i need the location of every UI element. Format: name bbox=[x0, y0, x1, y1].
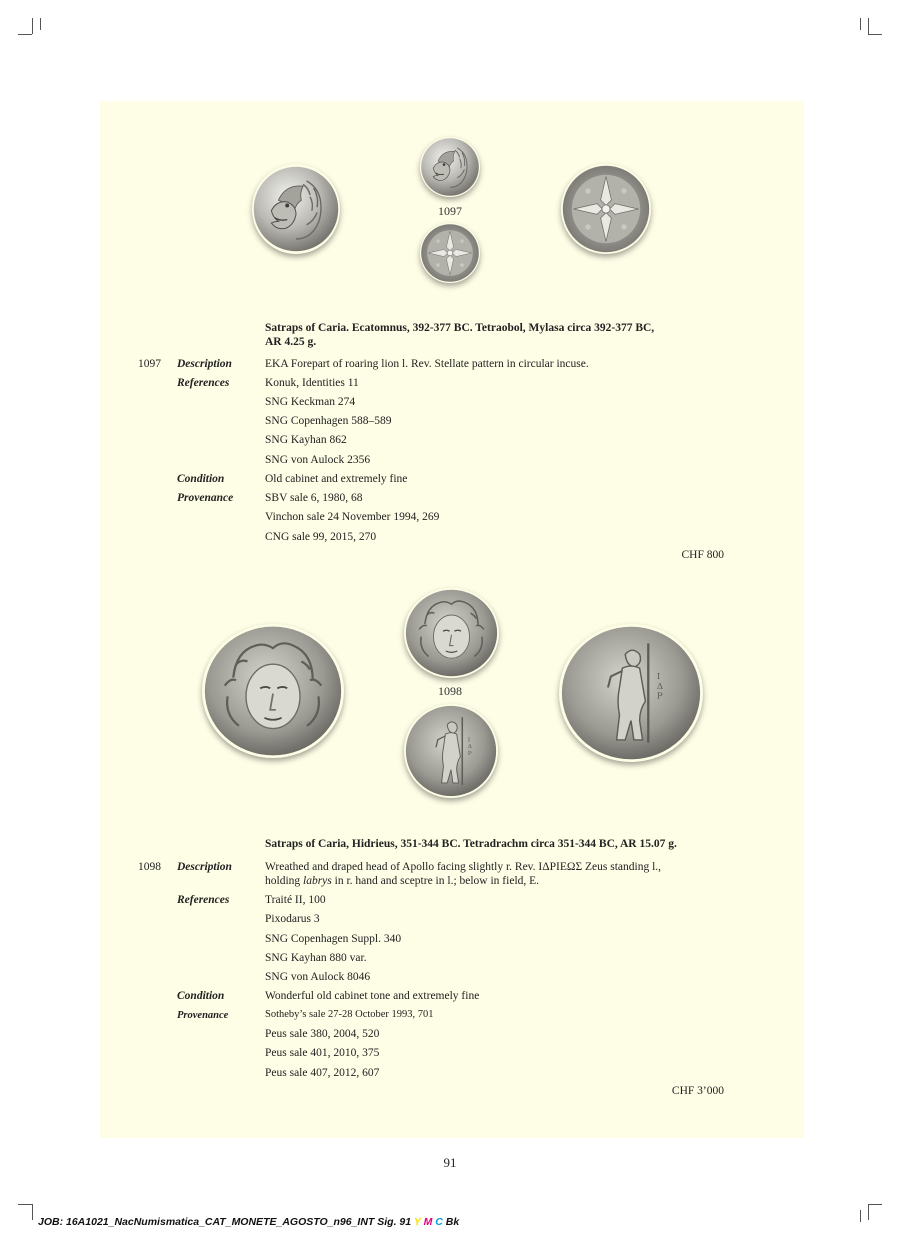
lion-obverse-actual-size-image bbox=[420, 137, 480, 197]
reference-item: SNG von Aulock 2356 bbox=[265, 454, 371, 466]
reference-item: SNG Kayhan 862 bbox=[265, 434, 347, 446]
description-label: Description bbox=[177, 358, 232, 370]
lot-price: CHF 3’000 bbox=[671, 1085, 724, 1097]
description-italic-term: labrys bbox=[303, 875, 332, 887]
zeus-standing-reverse-enlarged-image bbox=[559, 624, 703, 762]
stellate-reverse-enlarged-image bbox=[561, 164, 651, 254]
provenance-item: Peus sale 407, 2012, 607 bbox=[265, 1067, 380, 1079]
reference-item: SNG Kayhan 880 var. bbox=[265, 952, 367, 964]
crop-mark-bottom-right-h bbox=[868, 1204, 882, 1205]
reference-item: Traité II, 100 bbox=[265, 894, 326, 906]
lot-price: CHF 800 bbox=[681, 549, 724, 561]
description-label: Description bbox=[177, 861, 232, 873]
crop-mark-bottom-right-v bbox=[868, 1204, 869, 1220]
condition-label: Condition bbox=[177, 990, 225, 1002]
provenance-item: Peus sale 380, 2004, 520 bbox=[265, 1028, 380, 1040]
provenance-label: Provenance bbox=[177, 1010, 229, 1021]
provenance-item: CNG sale 99, 2015, 270 bbox=[265, 531, 377, 543]
lot-title-line: Satraps of Caria, Hidrieus, 351-344 BC. Tetradrachm circa 351-344 BC, AR 15.07 g. bbox=[265, 838, 677, 850]
provenance-label: Provenance bbox=[177, 492, 234, 504]
crop-mark-top-left-h bbox=[18, 34, 32, 35]
crop-mark-top-right-h bbox=[868, 34, 882, 35]
crop-mark-top-left-v2 bbox=[40, 18, 41, 30]
description-text-part: in r. hand and sceptre in l.; below in field, E. bbox=[331, 875, 540, 887]
print-job-slug bbox=[38, 1216, 459, 1228]
lion-obverse-enlarged-image bbox=[252, 164, 340, 254]
lot-title bbox=[265, 321, 735, 349]
provenance-item: Vinchon sale 24 November 1994, 269 bbox=[265, 511, 440, 523]
crop-mark-top-right-v2 bbox=[860, 18, 861, 30]
page-number: 91 bbox=[443, 1155, 457, 1170]
reference-item: SNG Keckman 274 bbox=[265, 396, 356, 408]
references-label: References bbox=[177, 377, 230, 389]
lot-number-image-label: 1097 bbox=[438, 204, 462, 218]
color-mark-yellow: Y bbox=[413, 1216, 421, 1228]
lot-number: 1097 bbox=[138, 358, 161, 370]
references-label: References bbox=[177, 894, 230, 906]
condition-text: Old cabinet and extremely fine bbox=[265, 473, 408, 485]
reference-item: Konuk, Identities 11 bbox=[265, 377, 359, 389]
lot-number-image-label: 1098 bbox=[438, 684, 462, 698]
color-mark-magenta: M bbox=[423, 1216, 433, 1228]
stellate-reverse-actual-size-image bbox=[420, 223, 480, 283]
reference-item: SNG Copenhagen Suppl. 340 bbox=[265, 933, 402, 945]
description-text-part: holding bbox=[265, 875, 304, 887]
reference-item: Pixodarus 3 bbox=[265, 913, 320, 925]
job-slug-text: JOB: 16A1021_NacNumismatica_CAT_MONETE_AGOSTO_n96_INT Sig. 91 bbox=[38, 1216, 412, 1228]
description-line: Wreathed and draped head of Apollo facing slightly r. Rev. ΙΔΡΙΕΩΣ Zeus standing l., bbox=[265, 861, 662, 873]
apollo-head-obverse-enlarged-image bbox=[202, 624, 344, 758]
crop-mark-bottom-left-v bbox=[32, 1204, 33, 1220]
color-mark-cyan: C bbox=[435, 1216, 443, 1228]
crop-mark-bottom-right-v2 bbox=[860, 1210, 861, 1222]
condition-text: Wonderful old cabinet tone and extremely fine bbox=[265, 990, 480, 1002]
provenance-item: Peus sale 401, 2010, 375 bbox=[265, 1047, 380, 1059]
crop-mark-bottom-left-h bbox=[18, 1204, 32, 1205]
lot-title-line: AR 4.25 g. bbox=[265, 336, 317, 348]
reference-item: SNG von Aulock 8046 bbox=[265, 971, 371, 983]
crop-mark-top-left-v bbox=[32, 18, 33, 34]
description-line bbox=[265, 874, 735, 888]
lot-title-line: Satraps of Caria. Ecatomnus, 392-377 BC. Tetraobol, Mylasa circa 392-377 BC, bbox=[265, 322, 655, 334]
lot-number: 1098 bbox=[138, 861, 161, 873]
zeus-standing-reverse-actual-size-image bbox=[404, 704, 498, 798]
apollo-head-obverse-actual-size-image bbox=[404, 588, 499, 678]
description-text: EKA Forepart of roaring lion l. Rev. Stellate pattern in circular incuse. bbox=[265, 358, 589, 370]
provenance-item: SBV sale 6, 1980, 68 bbox=[265, 492, 363, 504]
lot-title bbox=[265, 837, 735, 851]
condition-label: Condition bbox=[177, 473, 225, 485]
crop-mark-top-right-v bbox=[868, 18, 869, 34]
reference-item: SNG Copenhagen 588–589 bbox=[265, 415, 392, 427]
color-mark-black: Bk bbox=[445, 1216, 460, 1228]
provenance-item: Sotheby’s sale 27-28 October 1993, 701 bbox=[265, 1009, 434, 1020]
description-text bbox=[265, 860, 735, 888]
